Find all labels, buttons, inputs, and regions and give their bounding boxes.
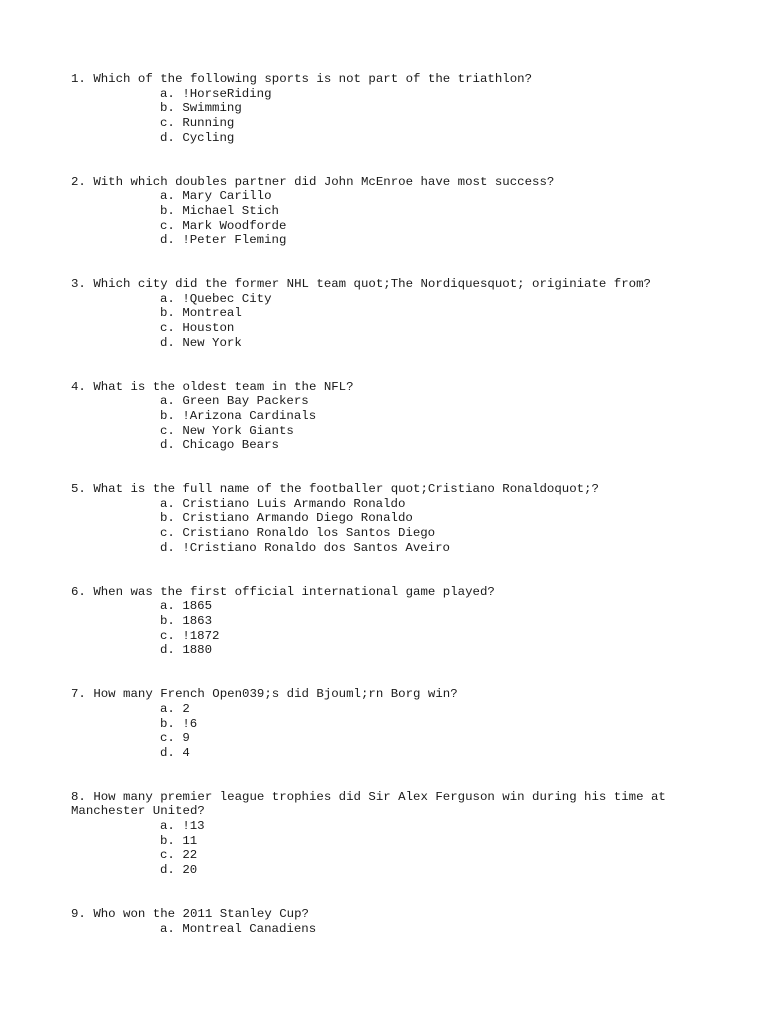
question-prompt: Which city did the former NHL team quot;The Nordiquesquot; originiate from? <box>93 277 651 292</box>
option-letter: b. <box>160 833 175 848</box>
question-text <box>71 907 711 922</box>
option <box>71 863 711 878</box>
option-text: Houston <box>182 321 235 336</box>
option <box>71 306 711 321</box>
option-letter: a. <box>160 819 175 834</box>
question-prompt: How many French Open039;s did Bjouml;rn Borg win? <box>93 687 458 702</box>
question-6 <box>71 585 711 659</box>
question-7 <box>71 687 711 761</box>
option-text: New York <box>182 335 242 350</box>
option <box>71 438 711 453</box>
option-text: Green Bay Packers <box>182 394 309 409</box>
question-2 <box>71 175 711 249</box>
option <box>71 643 711 658</box>
option <box>71 629 711 644</box>
option <box>71 131 711 146</box>
option-text: !13 <box>182 819 205 834</box>
option <box>71 292 711 307</box>
option-letter: a. <box>160 599 175 614</box>
option-text: !Quebec City <box>182 291 272 306</box>
option-letter: d. <box>160 335 175 350</box>
question-number: 1. <box>71 72 86 86</box>
option-text: !1872 <box>182 628 220 643</box>
question-text <box>71 380 711 395</box>
question-number: 3. <box>71 277 86 292</box>
question-text <box>71 687 711 702</box>
option <box>71 526 711 541</box>
option <box>71 731 711 746</box>
option-letter: d. <box>160 643 175 658</box>
option <box>71 321 711 336</box>
question-number: 5. <box>71 482 86 497</box>
option <box>71 922 711 937</box>
question-text <box>71 585 711 600</box>
question-prompt: With which doubles partner did John McEnroe have most success? <box>93 174 555 189</box>
option <box>71 204 711 219</box>
option-letter: c. <box>160 628 175 643</box>
question-number: 4. <box>71 379 86 394</box>
option-letter: a. <box>160 394 175 409</box>
option-text: Cristiano Ronaldo los Santos Diego <box>182 526 436 541</box>
question-prompt: How many premier league trophies did Sir Alex Ferguson win during his time at Manchester United? <box>71 789 674 819</box>
option-letter: b. <box>160 511 175 526</box>
option-text: 1863 <box>182 613 213 628</box>
option-letter: b. <box>160 306 175 321</box>
question-number: 9. <box>71 906 86 921</box>
question-text <box>71 175 711 190</box>
question-1 <box>71 72 711 146</box>
question-8 <box>71 790 711 878</box>
option-text: Michael Stich <box>182 203 279 218</box>
option-text: 1880 <box>182 643 213 658</box>
option-letter: c. <box>160 423 175 438</box>
option-text: Chicago Bears <box>182 438 279 453</box>
option <box>71 717 711 732</box>
question-text <box>71 790 711 819</box>
option-text: Mark Woodforde <box>182 218 287 233</box>
option-text: Cristiano Armando Diego Ronaldo <box>182 511 413 526</box>
option <box>71 834 711 849</box>
option-letter: c. <box>160 731 175 746</box>
option-letter: a. <box>160 921 175 936</box>
option-letter: a. <box>160 86 175 101</box>
option-letter: b. <box>160 203 175 218</box>
option <box>71 87 711 102</box>
option-text: Running <box>182 116 235 131</box>
question-4 <box>71 380 711 454</box>
option <box>71 848 711 863</box>
option-text: !Peter Fleming <box>182 233 287 248</box>
option-text: 1865 <box>182 599 213 614</box>
option-letter: d. <box>160 745 175 760</box>
option-letter: c. <box>160 848 175 863</box>
option-text: 22 <box>182 848 198 863</box>
question-number: 6. <box>71 584 86 599</box>
option-text: New York Giants <box>182 423 294 438</box>
option-text: 9 <box>182 731 190 746</box>
option-text: 4 <box>182 745 190 760</box>
option-letter: b. <box>160 613 175 628</box>
option-letter: a. <box>160 189 175 204</box>
option <box>71 219 711 234</box>
option <box>71 541 711 556</box>
option <box>71 819 711 834</box>
option <box>71 336 711 351</box>
option <box>71 614 711 629</box>
option-letter: b. <box>160 408 175 423</box>
option-text: Montreal Canadiens <box>182 921 317 936</box>
option-text: 11 <box>182 833 198 848</box>
option-letter: c. <box>160 321 175 336</box>
option-letter: d. <box>160 130 175 145</box>
option-letter: a. <box>160 701 175 716</box>
question-number: 8. <box>71 789 86 804</box>
option <box>71 233 711 248</box>
option-text: !Cristiano Ronaldo dos Santos Aveiro <box>182 540 450 555</box>
option <box>71 394 711 409</box>
question-prompt: Which of the following sports is not part of the triathlon? <box>93 72 533 86</box>
option-text: Swimming <box>182 101 242 116</box>
option <box>71 511 711 526</box>
question-text <box>71 277 711 292</box>
option <box>71 599 711 614</box>
option-text: Montreal <box>182 306 242 321</box>
option <box>71 101 711 116</box>
question-number: 2. <box>71 174 86 189</box>
option-letter: b. <box>160 716 175 731</box>
option <box>71 497 711 512</box>
option <box>71 116 711 131</box>
question-3 <box>71 277 711 351</box>
question-9 <box>71 907 711 936</box>
quiz-document <box>71 72 711 965</box>
question-text <box>71 482 711 497</box>
option-letter: c. <box>160 526 175 541</box>
option-text: 20 <box>182 863 198 878</box>
option-letter: a. <box>160 496 175 511</box>
question-prompt: What is the full name of the footballer quot;Cristiano Ronaldoquot;? <box>93 482 599 497</box>
question-5 <box>71 482 711 556</box>
option-text: !Arizona Cardinals <box>182 408 317 423</box>
option-letter: b. <box>160 101 175 116</box>
option-text: !HorseRiding <box>182 86 272 101</box>
option <box>71 189 711 204</box>
option-letter: c. <box>160 218 175 233</box>
option-text: 2 <box>182 701 190 716</box>
option <box>71 702 711 717</box>
option <box>71 746 711 761</box>
option-text: Mary Carillo <box>182 189 272 204</box>
question-prompt: What is the oldest team in the NFL? <box>93 379 354 394</box>
question-prompt: When was the first official international game played? <box>93 584 495 599</box>
option <box>71 409 711 424</box>
option-letter: d. <box>160 863 175 878</box>
question-prompt: Who won the 2011 Stanley Cup? <box>93 906 309 921</box>
option-letter: d. <box>160 233 175 248</box>
option-letter: a. <box>160 291 175 306</box>
option <box>71 424 711 439</box>
question-number: 7. <box>71 687 86 702</box>
option-text: Cristiano Luis Armando Ronaldo <box>182 496 406 511</box>
option-text: !6 <box>182 716 198 731</box>
question-text <box>71 72 711 87</box>
option-letter: d. <box>160 438 175 453</box>
option-letter: c. <box>160 116 175 131</box>
option-letter: d. <box>160 540 175 555</box>
option-text: Cycling <box>182 130 235 145</box>
